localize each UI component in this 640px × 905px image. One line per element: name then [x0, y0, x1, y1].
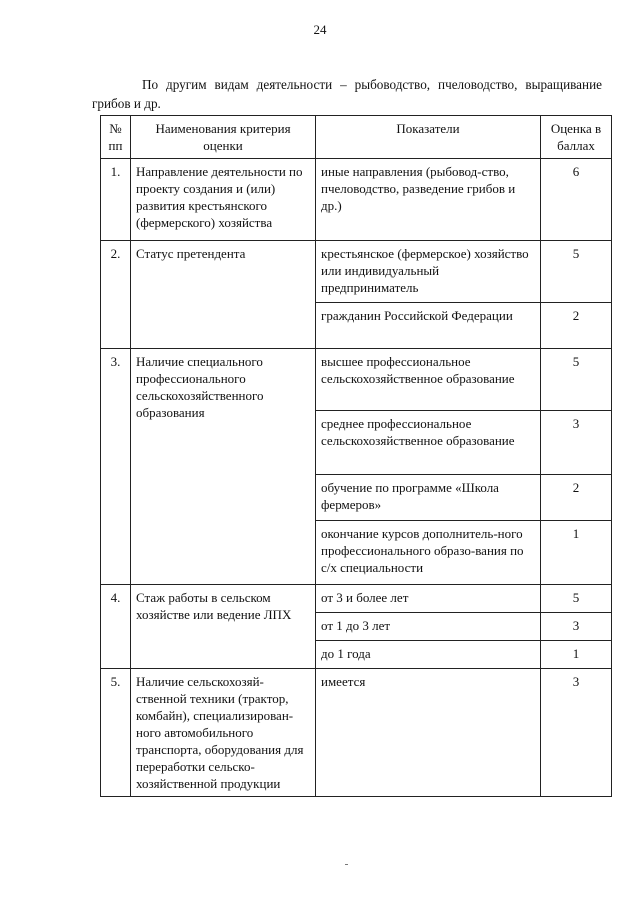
- indicator: от 3 и более лет: [316, 585, 541, 613]
- row-number: 3.: [101, 349, 131, 585]
- header-criterion: Наименования критерия оценки: [131, 116, 316, 159]
- table-row: [101, 241, 612, 303]
- scan-mark: [345, 864, 348, 865]
- table-row: [101, 159, 612, 241]
- indicator: окончание курсов дополнитель-ного профессионального образо-вания по с/х специальности: [316, 521, 541, 585]
- table-row: [101, 669, 612, 797]
- indicator: имеется: [316, 669, 541, 797]
- indicator: высшее профессиональное сельскохозяйственное образование: [316, 349, 541, 411]
- header-score: Оценка в баллах: [541, 116, 612, 159]
- header-num: № пп: [101, 116, 131, 159]
- header-indicators: Показатели: [316, 116, 541, 159]
- row-number: 5.: [101, 669, 131, 797]
- criterion-name: Наличие сельскохозяй-ственной техники (трактор, комбайн), специализирован-ного автомобильного транспорта, оборудования для переработки сельско-хозяйственной продукции: [131, 669, 316, 797]
- criteria-table: [100, 115, 612, 797]
- score: 5: [541, 241, 612, 303]
- page-number: 24: [313, 22, 327, 37]
- table-header-row: [101, 116, 612, 159]
- indicator: до 1 года: [316, 641, 541, 669]
- score: 2: [541, 475, 612, 521]
- score: 6: [541, 159, 612, 241]
- score: 3: [541, 613, 612, 641]
- criterion-name: Наличие специального профессионального сельскохозяйственного образования: [131, 349, 316, 585]
- table-row: [101, 349, 612, 411]
- indicator: иные направления (рыбовод-ство, пчеловодство, разведение грибов и др.): [316, 159, 541, 241]
- score: 3: [541, 411, 612, 475]
- score: 1: [541, 641, 612, 669]
- criterion-name: Стаж работы в сельском хозяйстве или ведение ЛПХ: [131, 585, 316, 669]
- table-row: [101, 585, 612, 613]
- indicator: среднее профессиональное сельскохозяйственное образование: [316, 411, 541, 475]
- row-number: 4.: [101, 585, 131, 669]
- indicator: крестьянское (фермерское) хозяйство или индивидуальный предприниматель: [316, 241, 541, 303]
- row-number: 1.: [101, 159, 131, 241]
- indicator: обучение по программе «Школа фермеров»: [316, 475, 541, 521]
- intro-paragraph: По другим видам деятельности – рыбоводство, пчеловодство, выращивание грибов и др.: [92, 77, 602, 112]
- indicator: от 1 до 3 лет: [316, 613, 541, 641]
- indicator: гражданин Российской Федерации: [316, 303, 541, 349]
- row-number: 2.: [101, 241, 131, 349]
- score: 1: [541, 521, 612, 585]
- score: 2: [541, 303, 612, 349]
- score: 5: [541, 585, 612, 613]
- score: 3: [541, 669, 612, 797]
- criterion-name: Статус претендента: [131, 241, 316, 349]
- score: 5: [541, 349, 612, 411]
- criterion-name: Направление деятельности по проекту создания и (или) развития крестьянского (фермерского) хозяйства: [131, 159, 316, 241]
